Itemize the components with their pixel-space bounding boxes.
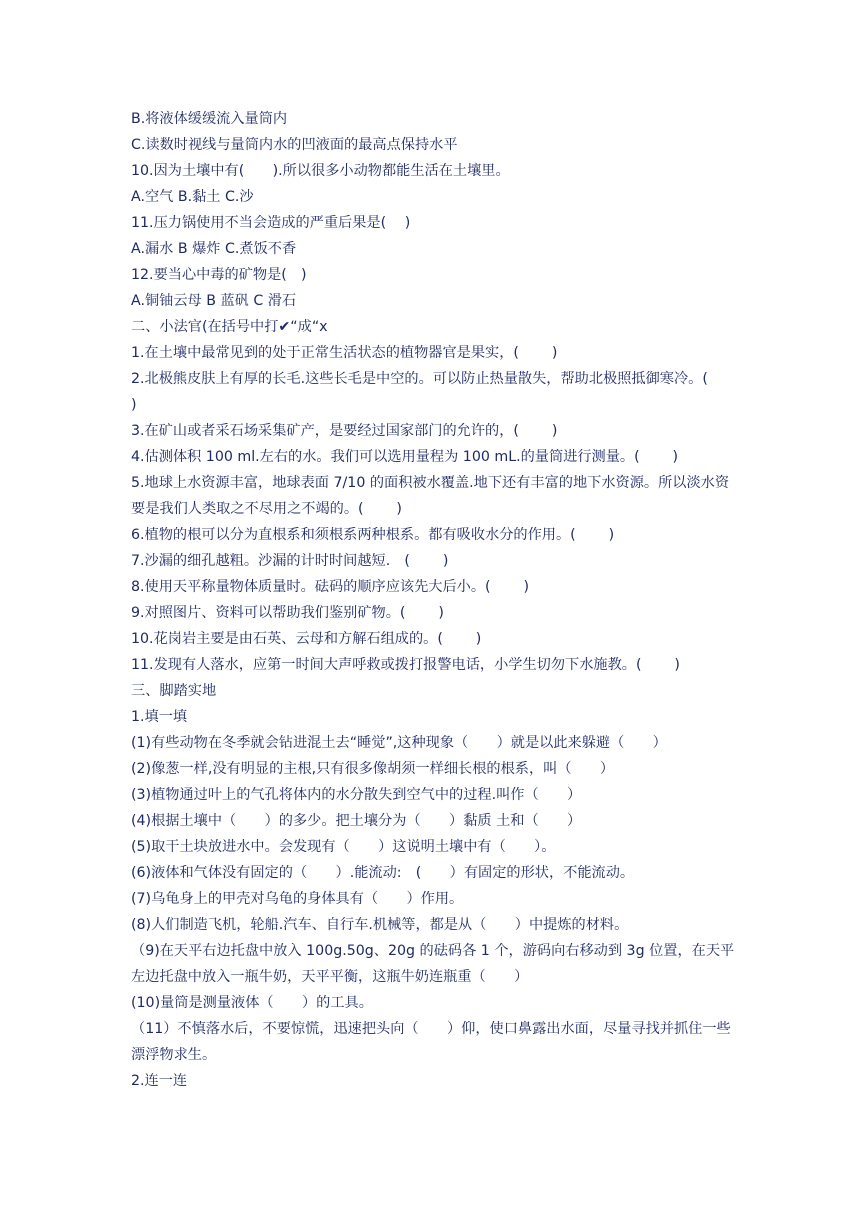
fill-item-1: (1)有些动物在冬季就会钻进混土去“睡觉”,这种现象（ ）就是以此来躲避（ ） — [131, 735, 667, 751]
judge-item-7: 7.沙漏的细孔越粗。沙漏的计时时间越短. ( ) — [131, 553, 449, 569]
fill-item-10: (10)量筒是测量液体（ ）的工具。 — [131, 995, 373, 1011]
fill-in-heading: 1.填一填 — [131, 709, 188, 725]
judge-item-3: 3.在矿山或者采石场采集矿产，是要经过国家部门的允许的，( ) — [131, 423, 558, 439]
question-12: 12.要当心中毒的矿物是( ) — [131, 267, 307, 283]
section-3-heading: 三、脚踏实地 — [131, 683, 217, 699]
match-heading: 2.连一连 — [131, 1073, 188, 1089]
fill-item-6: (6)液体和气体没有固定的（ ）.能流动: ( ）有固定的形状，不能流动。 — [131, 865, 635, 881]
judge-item-6: 6.植物的根可以分为直根系和须根系两种根系。都有吸收水分的作用。( ) — [131, 527, 615, 543]
section-2-heading: 二、小法官(在括号中打✔“成“x — [131, 319, 328, 335]
fill-item-8: (8)人们制造飞机，轮船.汽车、自行车.机械等，都是从（ ）中提炼的材料。 — [131, 917, 629, 933]
fill-item-3: (3)植物通过叶上的气孔将体内的水分散失到空气中的过程.叫作（ ） — [131, 787, 582, 803]
question-12-options: A.铜铀云母 B 蓝矾 C 滑石 — [131, 293, 297, 309]
question-10-options: A.空气 B.黏土 C.沙 — [131, 189, 254, 205]
judge-item-11: 11.发现有人落水，应第一时间大声呼救或拨打报警电话，小学生切勿下水施教。( ) — [131, 657, 680, 673]
question-9-option-b: B.将液体缓缓流入量筒内 — [131, 111, 288, 127]
fill-item-4: (4)根据土壤中（ ）的多少。把土壤分为（ ）黏质 土和（ ） — [131, 813, 582, 829]
judge-item-8: 8.使用天平称量物体质量时。砝码的顺序应该先大后小。( ) — [131, 579, 529, 595]
document-body — [131, 106, 741, 1094]
judge-item-4: 4.估测体积 100 ml.左右的水。我们可以选用量程为 100 mL.的量筒进行测量。( ) — [131, 449, 679, 465]
question-11-options: A.漏水 B 爆炸 C.煮饭不香 — [131, 241, 297, 257]
fill-item-5: (5)取干土块放进水中。会发现有（ ）这说明土壤中有（ ）。 — [131, 839, 556, 855]
fill-item-11: （11）不慎落水后，不要惊慌，迅速把头向（ ）仰，使口鼻露出水面，尽量寻找并抓住一些漂浮物求生。 — [131, 1021, 731, 1063]
fill-item-7: (7)乌龟身上的甲壳对乌龟的身体具有（ ）作用。 — [131, 891, 464, 907]
question-10: 10.因为土壤中有( ).所以很多小动物都能生活在土壤里。 — [131, 163, 510, 179]
judge-item-5: 5.地球上水资源丰富，地球表面 7/10 的面积被水覆盖.地下还有丰富的地下水资源。所以淡水资要是我们人类取之不尽用之不竭的。( ) — [131, 475, 730, 517]
fill-item-9: （9)在天平右边托盘中放入 100g.50g、20g 的砝码各 1 个，游码向右移动到 3g 位置，在天平左边托盘中放入一瓶牛奶，天平平衡，这瓶牛奶连瓶重（ ） — [131, 943, 735, 985]
judge-item-1: 1.在土壤中最常见到的处于正常生活状态的植物器官是果实，( ) — [131, 345, 558, 361]
judge-item-2: 2.北极熊皮肤上有厚的长毛.这些长毛是中空的。可以防止热量散失，帮助北极照抵御寒冷。( ) — [131, 371, 741, 413]
fill-item-2: (2)像葱一样,没有明显的主根,只有很多像胡须一样细长根的根系，叫（ ） — [131, 761, 615, 777]
question-9-option-c: C.读数时视线与量筒内水的凹液面的最高点保持水平 — [131, 137, 458, 153]
judge-item-9: 9.对照图片、资料可以帮助我们鉴别矿物。( ) — [131, 605, 444, 621]
judge-item-10: 10.花岗岩主要是由石英、云母和方解石组成的。( ) — [131, 631, 482, 647]
question-11: 11.压力锅使用不当会造成的严重后果是( ) — [131, 215, 411, 231]
